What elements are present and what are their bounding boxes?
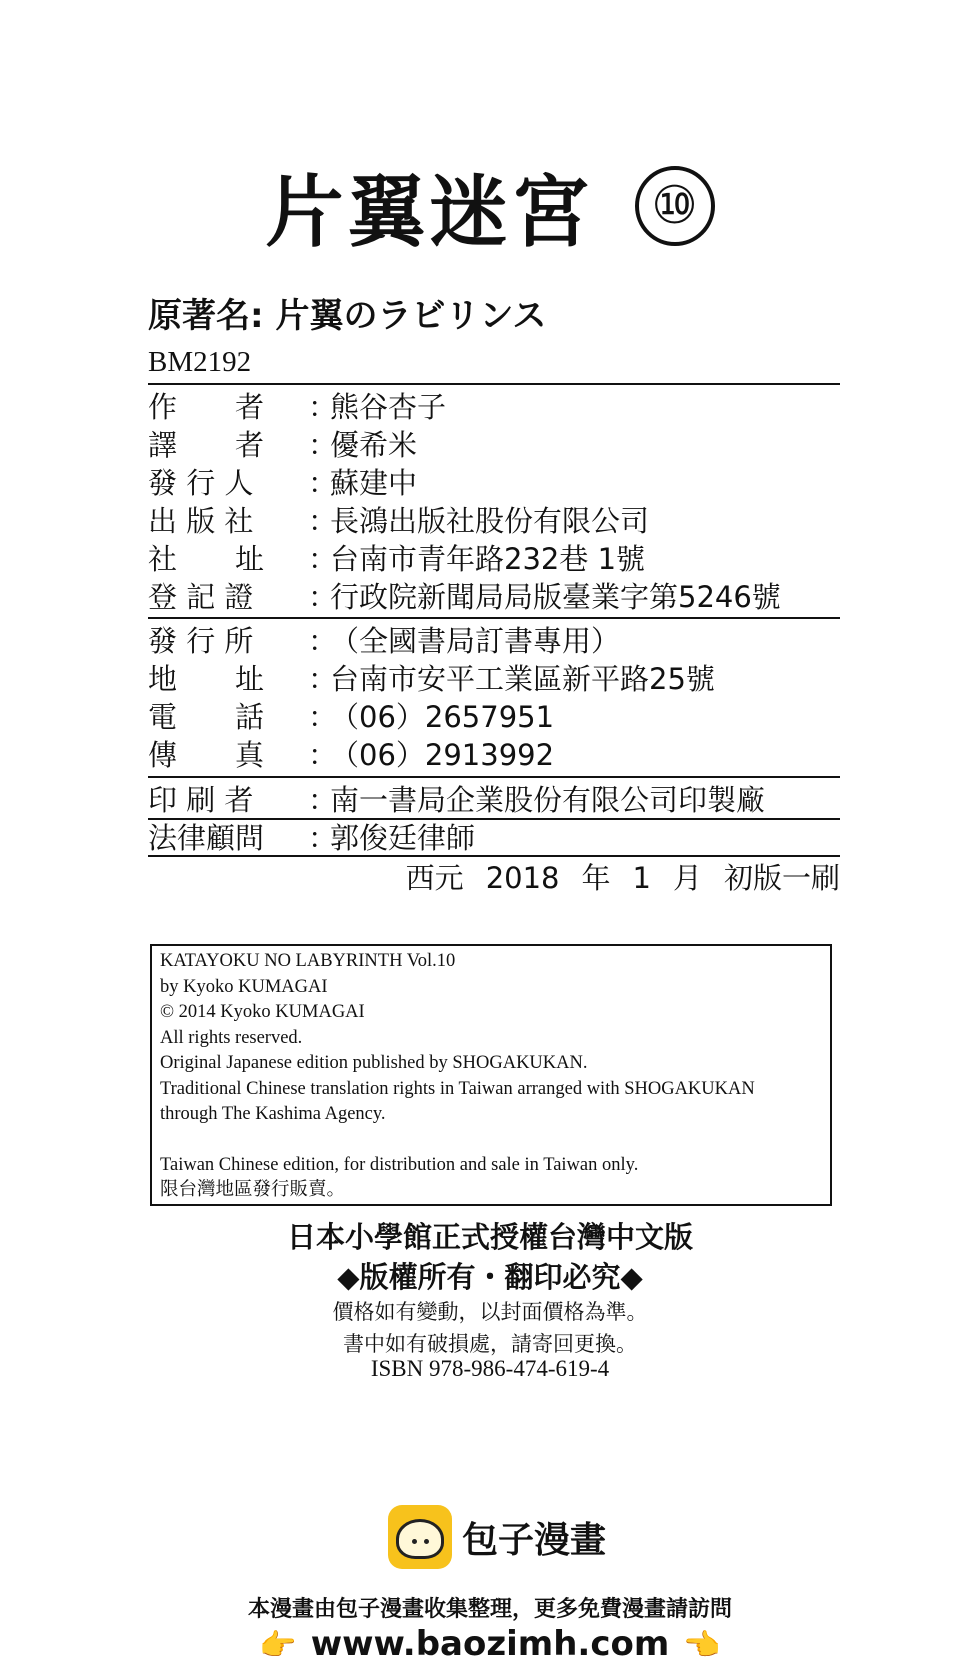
date-month-unit: 月 (672, 861, 702, 895)
copyright-line: by Kyoko KUMAGAI (160, 976, 328, 997)
date-era: 西元 (405, 861, 464, 895)
pointing-left-icon: 👈 (683, 1628, 721, 1663)
credit-label: 印 刷 者 (148, 782, 254, 817)
spacer (160, 1128, 830, 1153)
credit-label: 作 者 (148, 389, 265, 424)
credit-value: 台南市青年路232巷 1號 (330, 541, 646, 576)
credit-row (148, 424, 840, 462)
damage-note: 書中如有破損處，請寄回更換。 (343, 1332, 637, 1356)
credit-row (148, 658, 840, 696)
copyright-line: All rights reserved. (160, 1027, 303, 1048)
colon: ： (308, 820, 338, 855)
credit-label: 發 行 人 (148, 465, 254, 500)
book-title: 片翼迷宮 (265, 168, 594, 258)
colon: ： (308, 579, 338, 614)
credit-value: 郭俊廷律師 (330, 820, 476, 855)
colon: ： (308, 465, 338, 500)
copyright-line: Original Japanese edition published by SHOGAKUKAN. (160, 1053, 588, 1073)
pointing-right-icon: 👉 (259, 1628, 297, 1663)
credit-row (148, 500, 840, 538)
credit-row (148, 696, 840, 734)
original-title-label: 原著名: (148, 296, 264, 336)
copyright-line: KATAYOKU NO LABYRINTH Vol.10 (160, 951, 456, 971)
date-year-unit: 年 (581, 861, 611, 895)
copyright-line: Traditional Chinese translation rights in Taiwan arranged with SHOGAKUKAN (160, 1078, 755, 1099)
date-year: 2018 (485, 861, 560, 895)
brand[interactable] (388, 1505, 606, 1569)
original-title (148, 288, 546, 337)
brand-name: 包子漫畫 (462, 1519, 607, 1561)
baozi-logo-icon (388, 1505, 452, 1569)
colon: ： (308, 782, 338, 817)
promo-text: 本漫畫由包子漫畫收集整理，更多免費漫畫請訪問 (247, 1597, 732, 1622)
credit-value: 蘇建中 (330, 465, 418, 500)
credits-block-b (148, 620, 840, 772)
authorization-text: 日本小學館正式授權台灣中文版 (286, 1220, 693, 1254)
credit-label: 社 址 (148, 541, 265, 576)
copyright-line: through The Kashima Agency. (160, 1104, 386, 1124)
credit-row (148, 576, 840, 614)
credit-row (148, 779, 840, 817)
credits-block-a (148, 386, 840, 614)
credit-label: 地 址 (148, 661, 265, 696)
credit-value: 南一書局企業股份有限公司印製廠 (330, 782, 766, 817)
credit-value: 行政院新聞局局版臺業字第5246號 (330, 579, 781, 614)
copyright-line: Taiwan Chinese edition, for distribution and sale in Taiwan only. (160, 1154, 639, 1175)
site-url[interactable]: www.baozimh.com (310, 1624, 670, 1664)
credit-row (148, 386, 840, 424)
colon: ： (308, 541, 338, 576)
credits-block-d (148, 817, 840, 855)
credit-value: 優希米 (330, 427, 418, 462)
credit-label: 法律顧問 (148, 820, 265, 855)
product-code: BM2192 (148, 346, 252, 378)
credit-label: 發 行 所 (148, 623, 254, 658)
colon: ： (308, 661, 338, 696)
copyright-line: 限台灣地區發行販賣。 (160, 1180, 346, 1200)
credits-block-c (148, 779, 840, 817)
date-edition: 初版一刷 (723, 861, 840, 895)
price-note: 價格如有變動，以封面價格為準。 (332, 1300, 648, 1324)
colon: ： (308, 427, 338, 462)
isbn: ISBN 978-986-474-619-4 (370, 1356, 610, 1381)
credit-label: 電 話 (148, 699, 265, 734)
credit-value: 台南市安平工業區新平路25號 (330, 661, 715, 696)
copyright-box (150, 944, 832, 1206)
volume-number: ⑩ (651, 176, 698, 236)
colon: ： (308, 503, 338, 538)
colon: ： (308, 623, 338, 658)
volume-badge (635, 166, 715, 246)
credit-value: （全國書局訂書專用） (330, 623, 621, 658)
title-row (0, 150, 980, 262)
publish-date (406, 856, 840, 897)
credit-label: 譯 者 (148, 427, 265, 462)
credit-value: 熊谷杏子 (330, 389, 447, 424)
credit-value: （06）2913992 (330, 737, 555, 772)
url-row[interactable] (0, 1624, 980, 1664)
colon: ： (308, 699, 338, 734)
credit-value: （06）2657951 (330, 699, 555, 734)
credit-label: 登 記 證 (148, 579, 254, 614)
credit-row (148, 734, 840, 772)
rights-text: ◆版權所有・翻印必究◆ (337, 1260, 643, 1294)
original-title-value: 片翼のラビリンス (275, 296, 547, 336)
colon: ： (308, 389, 338, 424)
credit-row (148, 817, 840, 855)
credit-label: 傳 真 (148, 737, 265, 772)
credit-row (148, 538, 840, 576)
date-month: 1 (632, 861, 651, 895)
credit-row (148, 620, 840, 658)
credit-value: 長鴻出版社股份有限公司 (330, 503, 650, 538)
copyright-line: © 2014 Kyoko KUMAGAI (160, 1002, 365, 1022)
credit-label: 出 版 社 (148, 503, 254, 538)
credit-row (148, 462, 840, 500)
colon: ： (308, 737, 338, 772)
